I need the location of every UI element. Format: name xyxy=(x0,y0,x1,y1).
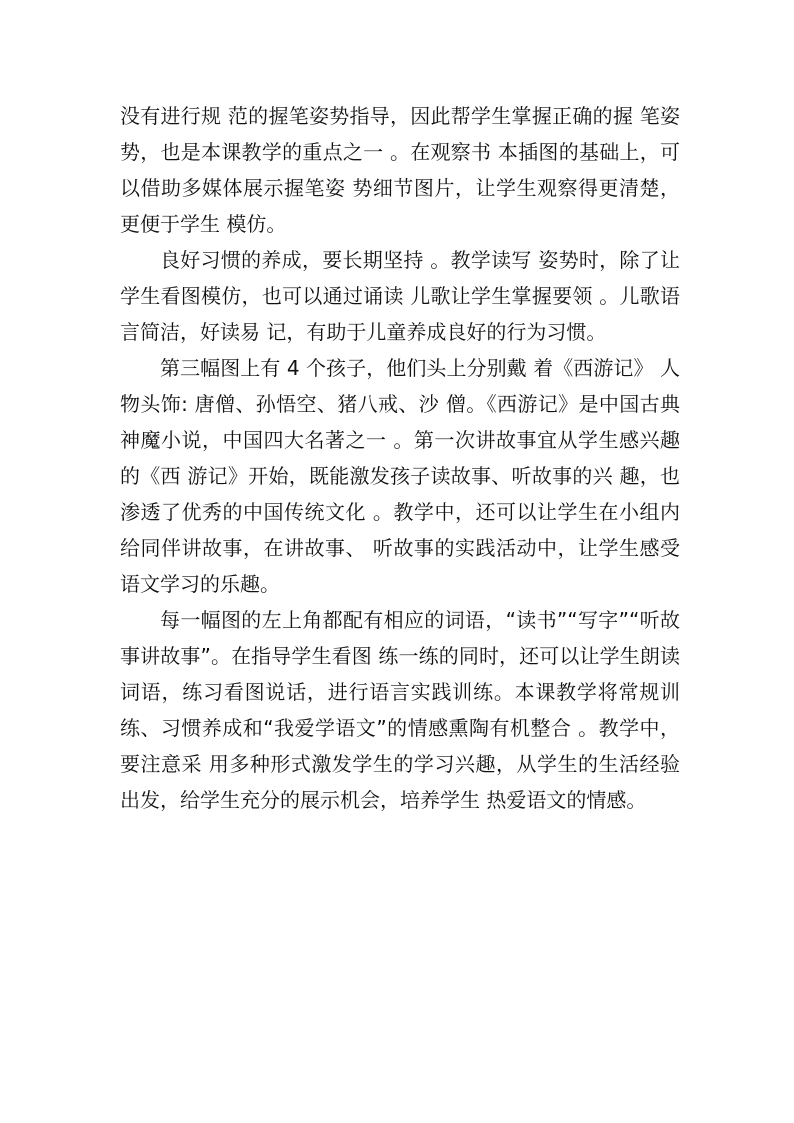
paragraph-2: 良好习惯的养成，要长期坚持 。教学读写 姿势时，除了让学生看图模仿，也可以通过诵读 儿歌让学生掌握要领 。儿歌语言简洁，好读易 记，有助于儿童养成良好的行为习惯。 xyxy=(120,248,680,344)
paragraph-3: 第三幅图上有 4 个孩子，他们头上分别戴 着《西游记》 人物头饰: 唐僧、孙悟空、猪八戒、沙 僧。《西游记》是中国古典神魔小说，中国四大名著之一 。第一次讲故事宜从学生感兴趣的《西 游记》开始，既能激发孩子读故事、听故事的兴 趣，也渗透了优秀的中国传统文化 。教学中，还可以让学生在小组内给同伴讲故事，在讲故事、 听故事的实践活动中，让学生感受语文学习的乐趣。 xyxy=(120,356,680,596)
document-body xyxy=(120,98,680,818)
paragraph-1: 没有进行规 范的握笔姿势指导，因此帮学生掌握正确的握 笔姿势，也是本课教学的重点之一 。在观察书 本插图的基础上，可以借助多媒体展示握笔姿 势细节图片，让学生观察得更清楚，更便于学生 模仿。 xyxy=(120,104,680,236)
paragraph-4: 每一幅图的左上角都配有相应的词语，“读书”“写字”“听故事讲故事”。在指导学生看图 练一练的同时，还可以让学生朗读词语，练习看图说话，进行语言实践训练。本课教学将常规训练、习惯养成和“我爱学语文”的情感熏陶有机整合 。教学中，要注意采 用多种形式激发学生的学习兴趣，从学生的生活经验出发，给学生充分的展示机会，培养学生 热爱语文的情感。 xyxy=(120,608,680,812)
